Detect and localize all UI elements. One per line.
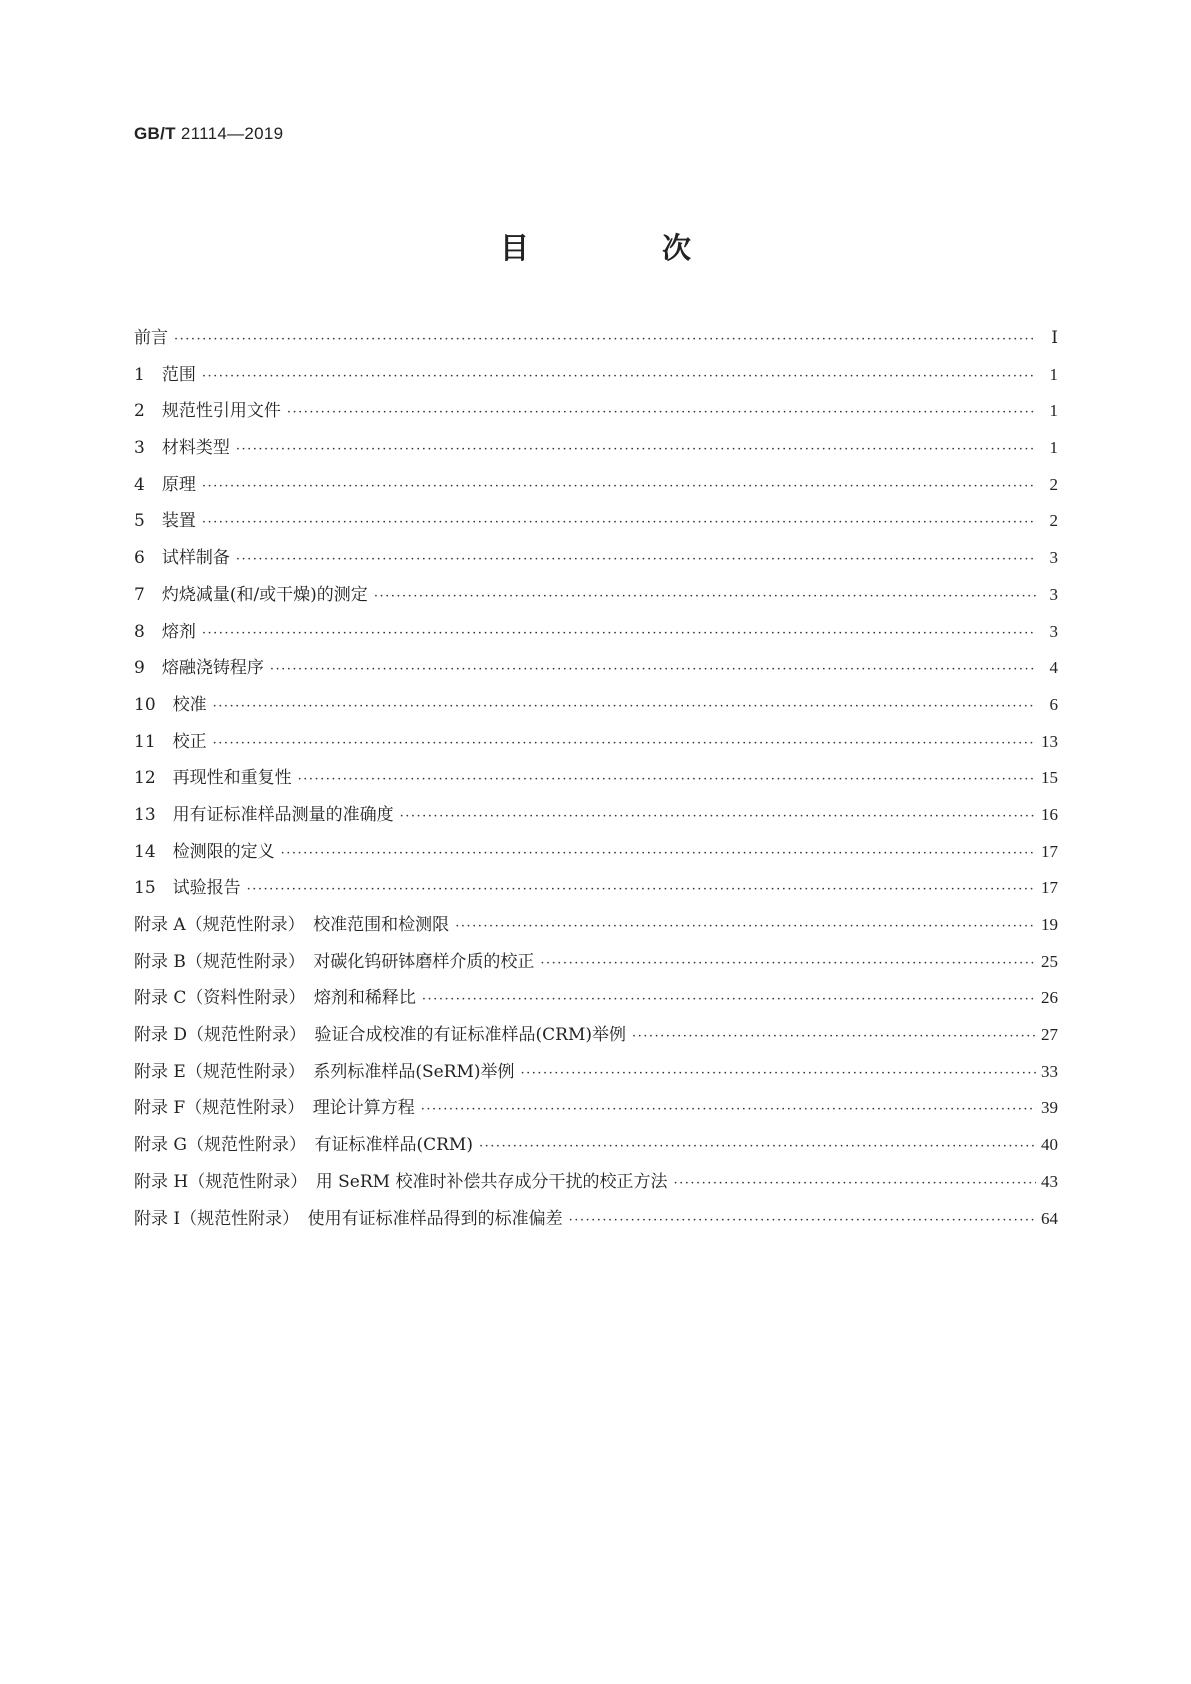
- toc-entry[interactable]: [134, 1208, 1058, 1245]
- toc-entry-label: 15 试验报告: [134, 878, 241, 899]
- toc-leader-dots: [202, 512, 1036, 534]
- toc-entry-label: 6 试样制备: [134, 548, 230, 569]
- toc-entry-label: 附录 B（规范性附录） 对碳化钨研钵磨样介质的校正: [134, 951, 535, 972]
- toc-entry-page: 25: [1041, 951, 1058, 971]
- toc-entry[interactable]: [134, 400, 1058, 437]
- toc-leader-dots: [287, 402, 1036, 424]
- toc-entry[interactable]: [134, 657, 1058, 694]
- toc-entry-label: 附录 C（资料性附录） 熔剂和稀释比: [134, 988, 416, 1009]
- toc-entry[interactable]: [134, 437, 1058, 474]
- toc-entry-label: 5 装置: [134, 511, 196, 532]
- toc-entry-page: 43: [1041, 1171, 1058, 1191]
- toc-entry-label: 附录 A（规范性附录） 校准范围和检测限: [134, 915, 450, 935]
- toc-entry-label: 3 材料类型: [134, 438, 230, 459]
- toc-entry-label: 附录 I（规范性附录） 使用有证标准样品得到的标准偏差: [134, 1208, 563, 1229]
- toc-entry-page: 27: [1041, 1025, 1058, 1045]
- toc-leader-dots: [374, 586, 1036, 608]
- toc-entry-label: 1 范围: [134, 364, 196, 385]
- toc-entry-page: 3: [1049, 621, 1058, 641]
- toc-leader-dots: [521, 1063, 1037, 1085]
- standard-number: 21114—2019: [180, 124, 284, 143]
- toc-entry-label: 附录 D（规范性附录） 验证合成校准的有证标准样品(CRM)举例: [134, 1025, 627, 1046]
- toc-entry-label: 11 校正: [134, 731, 207, 752]
- toc-entry-label: 7 灼烧减量(和/或干燥)的测定: [134, 584, 368, 605]
- toc-entry[interactable]: [134, 510, 1058, 547]
- toc-leader-dots: [202, 623, 1036, 645]
- toc-entry[interactable]: [134, 731, 1058, 768]
- toc-entry-label: 附录 G（规范性附录） 有证标准样品(CRM): [134, 1135, 473, 1156]
- toc-entry-label: 12 再现性和重复性: [134, 768, 292, 789]
- table-of-contents: [134, 327, 1058, 1244]
- toc-entry[interactable]: [134, 1024, 1058, 1061]
- toc-entry[interactable]: [134, 767, 1058, 804]
- toc-entry-page: 1: [1049, 364, 1058, 384]
- standard-prefix: GB/T: [134, 124, 176, 143]
- toc-leader-dots: [247, 879, 1036, 901]
- toc-entry[interactable]: [134, 474, 1058, 511]
- toc-entry[interactable]: [134, 547, 1058, 584]
- toc-entry-page: 6: [1049, 694, 1058, 714]
- toc-entry-label: 10 校准: [134, 694, 207, 715]
- toc-entry[interactable]: [134, 841, 1058, 878]
- toc-entry-page: 17: [1041, 841, 1058, 861]
- toc-entry-page: 4: [1049, 658, 1058, 678]
- toc-leader-dots: [400, 806, 1036, 828]
- toc-entry-page: 26: [1041, 988, 1058, 1008]
- toc-leader-dots: [202, 476, 1036, 498]
- toc-entry[interactable]: [134, 621, 1058, 658]
- toc-entry-page: 64: [1041, 1208, 1058, 1228]
- toc-leader-dots: [298, 769, 1036, 791]
- toc-entry-label: 13 用有证标准样品测量的准确度: [134, 804, 394, 825]
- toc-leader-dots: [213, 696, 1036, 718]
- toc-entry[interactable]: [134, 951, 1058, 988]
- toc-leader-dots: [421, 1099, 1036, 1121]
- toc-entry-page: 39: [1041, 1098, 1058, 1118]
- toc-entry[interactable]: [134, 584, 1058, 621]
- toc-entry-page: 13: [1041, 731, 1058, 751]
- toc-leader-dots: [569, 1210, 1036, 1232]
- toc-entry[interactable]: [134, 987, 1058, 1024]
- toc-entry-page: 1: [1049, 401, 1058, 421]
- toc-entry-label: 2 规范性引用文件: [134, 401, 281, 422]
- toc-entry[interactable]: [134, 694, 1058, 731]
- toc-entry-page: 40: [1041, 1135, 1058, 1155]
- toc-entry-label: 附录 H（规范性附录） 用 SeRM 校准时补偿共存成分干扰的校正方法: [134, 1171, 668, 1192]
- toc-leader-dots: [270, 659, 1036, 681]
- toc-entry-page: 3: [1049, 584, 1058, 604]
- toc-entry-page: 15: [1041, 768, 1058, 788]
- toc-entry-page: 3: [1049, 548, 1058, 568]
- toc-entry-page: 17: [1041, 878, 1058, 898]
- toc-entry[interactable]: [134, 1061, 1058, 1098]
- toc-entry-page: 16: [1041, 804, 1058, 824]
- toc-entry-page: 2: [1049, 511, 1058, 531]
- toc-entry-label: 附录 E（规范性附录） 系列标准样品(SeRM)举例: [134, 1061, 515, 1082]
- toc-entry[interactable]: [134, 327, 1058, 364]
- toc-entry-label: 4 原理: [134, 474, 196, 495]
- toc-leader-dots: [202, 366, 1036, 388]
- toc-leader-dots: [632, 1026, 1036, 1048]
- toc-leader-dots: [455, 916, 1036, 938]
- toc-entry[interactable]: [134, 1097, 1058, 1134]
- toc-leader-dots: [174, 329, 1036, 351]
- toc-leader-dots: [213, 733, 1036, 755]
- toc-entry[interactable]: [134, 364, 1058, 401]
- toc-entry[interactable]: [134, 1171, 1058, 1208]
- toc-leader-dots: [479, 1136, 1036, 1158]
- toc-leader-dots: [673, 1173, 1036, 1195]
- standard-code: [134, 124, 283, 144]
- toc-entry[interactable]: [134, 1134, 1058, 1171]
- toc-entry-page: Ⅰ: [1051, 328, 1058, 347]
- toc-entry-label: 9 熔融浇铸程序: [134, 658, 264, 679]
- toc-leader-dots: [422, 989, 1036, 1011]
- toc-leader-dots: [540, 953, 1036, 975]
- toc-leader-dots: [236, 439, 1036, 461]
- toc-entry[interactable]: [134, 877, 1058, 914]
- page-title: 目 次: [499, 231, 743, 265]
- toc-entry-page: 1: [1049, 438, 1058, 458]
- toc-entry-page: 33: [1041, 1061, 1058, 1081]
- toc-leader-dots: [236, 549, 1036, 571]
- toc-entry[interactable]: [134, 914, 1058, 951]
- toc-leader-dots: [281, 843, 1036, 865]
- toc-entry-page: 19: [1041, 915, 1058, 934]
- toc-entry-label: 8 熔剂: [134, 621, 196, 642]
- toc-entry-label: 附录 F（规范性附录） 理论计算方程: [134, 1098, 415, 1119]
- toc-entry-page: 2: [1049, 474, 1058, 494]
- toc-entry-label: 前言: [134, 328, 168, 348]
- toc-entry[interactable]: [134, 804, 1058, 841]
- toc-entry-label: 14 检测限的定义: [134, 841, 275, 862]
